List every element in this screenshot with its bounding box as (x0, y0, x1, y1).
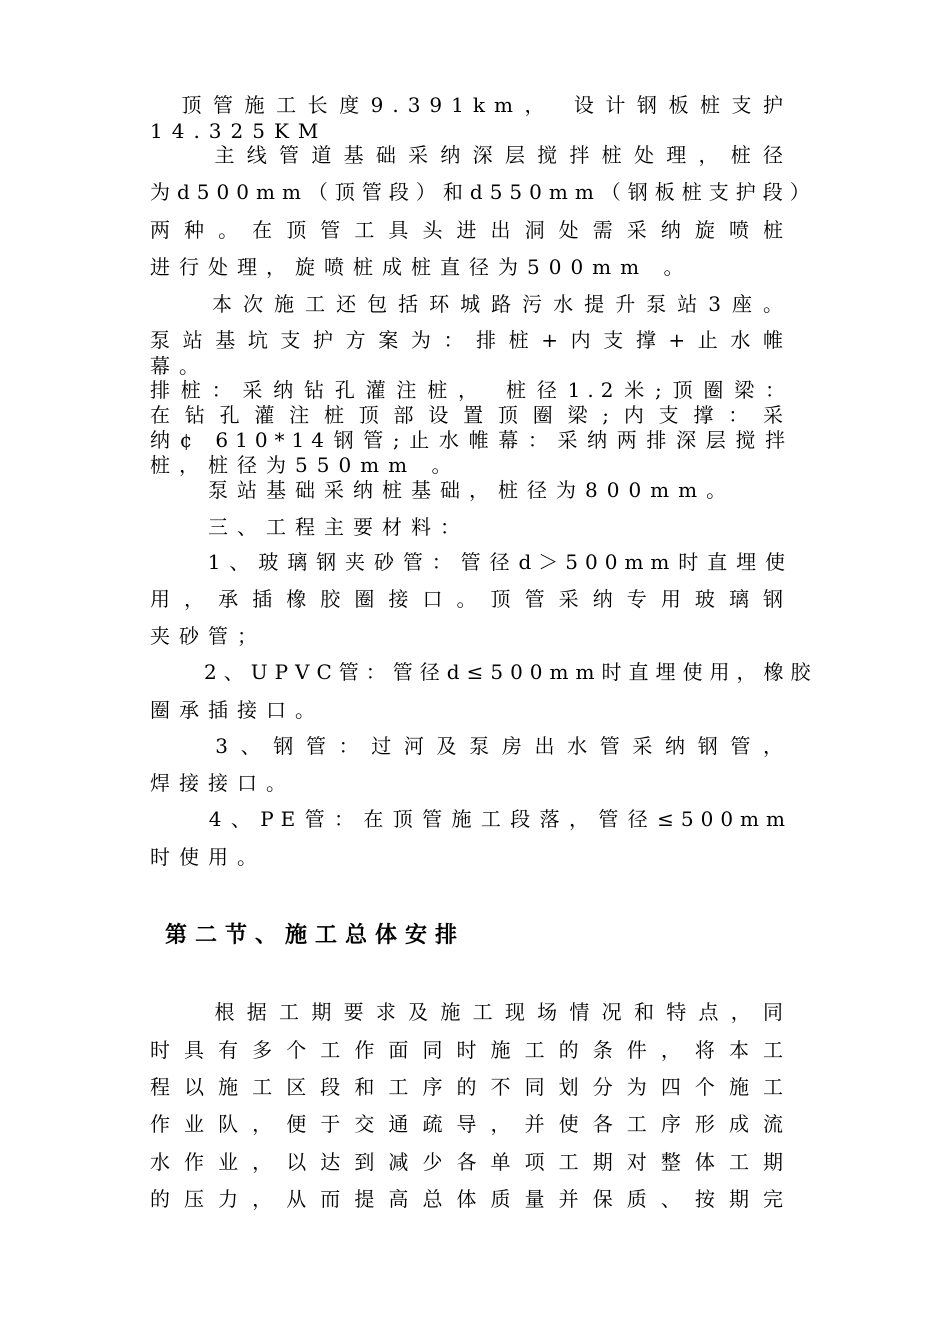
text-line-5: 两种。在顶管工具头进出洞处需采纳旋喷桩 (150, 218, 792, 242)
text-line-22: 焊接接口。 (150, 771, 295, 795)
body-line-5: 水作业，以达到减少各单项工期对整体工期 (150, 1150, 792, 1174)
text-line-20: 圈承插接口。 (150, 698, 324, 722)
text-line-10: 排桩：采纳钻孔灌注桩， 桩径1.2米;顶圈梁： (150, 378, 792, 402)
body-line-6: 的压力，从而提高总体质量并保质、按期完 (150, 1187, 792, 1211)
text-line-12: 纳¢ 610*14钢管;止水帷幕：采纳两排深层搅拌 (150, 428, 792, 452)
text-line-16: 1、玻璃钢夹砂管：管径d＞500mm时直埋使 (150, 550, 792, 574)
text-line-17: 用，承插橡胶圈接口。顶管采纳专用玻璃钢 (150, 587, 792, 611)
text-line-15: 三、工程主要材料： (150, 515, 469, 539)
text-line-13: 桩，桩径为550mm 。 (150, 453, 461, 477)
text-line-7: 本次施工还包括环城路污水提升泵站3座。 (150, 292, 792, 316)
text-line-23: 4、PE管：在顶管施工段落，管径≤500mm (150, 807, 792, 831)
text-line-24: 时使用。 (150, 845, 266, 869)
text-line-19: 2、UPVC管：管径d≤500mm时直埋使用，橡胶 (150, 660, 818, 684)
body-line-4: 作业队，便于交通疏导，并使各工序形成流 (150, 1112, 792, 1136)
text-line-21: 3、钢管：过河及泵房出水管采纳钢管， (150, 734, 792, 758)
text-line-8: 泵站基坑支护方案为：排桩+内支撑+止水帷 (150, 328, 792, 352)
text-line-14: 泵站基础采纳桩基础，桩径为800mm。 (150, 478, 736, 502)
text-line-18: 夹砂管； (150, 624, 266, 648)
text-line-2: 14.325KM (150, 119, 328, 143)
body-line-1: 根据工期要求及施工现场情况和特点，同 (150, 1000, 792, 1024)
body-line-3: 程以施工区段和工序的不同划分为四个施工 (150, 1075, 792, 1099)
text-line-3: 主线管道基础采纳深层搅拌桩处理，桩径 (150, 143, 792, 167)
text-line-6: 进行处理，旋喷桩成桩直径为500mm 。 (150, 255, 693, 279)
body-line-2: 时具有多个工作面同时施工的条件，将本工 (150, 1038, 792, 1062)
text-line-1: 顶管施工长度9.391km， 设计钢板桩支护 (150, 93, 792, 117)
text-line-9: 幕。 (150, 354, 208, 378)
section-heading: 第二节、施工总体安排 (165, 923, 466, 948)
text-line-4: 为d500mm（顶管段）和d550mm（钢板桩支护段） (150, 180, 817, 204)
text-line-11: 在钻孔灌注桩顶部设置顶圈梁;内支撑：采 (150, 403, 792, 427)
